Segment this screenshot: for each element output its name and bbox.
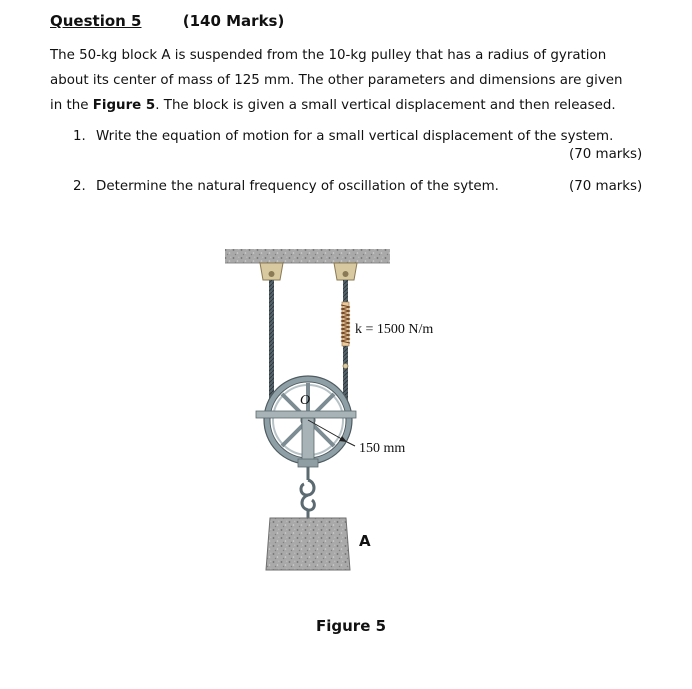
task-1-text: Write the equation of motion for a small vertical displacement of the system. (96, 129, 614, 144)
question-number: Question 5 (50, 12, 142, 30)
task-1-number: 1. (73, 129, 86, 144)
center-o-label: O (300, 393, 311, 408)
task-1-marks: (70 marks) (569, 147, 643, 162)
task-2-marks: (70 marks) (569, 179, 643, 194)
ceiling-support (225, 249, 390, 263)
block-a (266, 518, 350, 570)
spring-constant-label: k = 1500 N/m (355, 322, 434, 337)
spring (341, 302, 350, 346)
intro-line-2: about its center of mass of 125 mm. The other parameters and dimensions are given (50, 73, 623, 88)
intro-line-3-start: in the (50, 98, 89, 113)
right-bracket (334, 263, 357, 280)
block-label: A (359, 532, 371, 550)
right-rope-upper (343, 280, 348, 302)
figure-caption: Figure 5 (316, 617, 387, 635)
intro-line-3-end: . The block is given a small vertical displacement and then released. (155, 98, 616, 113)
radius-label: 150 mm (359, 441, 406, 456)
intro-line-1: The 50-kg block A is suspended from the 10-kg pulley that has a radius of gyration (50, 48, 607, 63)
task-2-number: 2. (73, 179, 86, 194)
hook (301, 467, 314, 518)
question-marks: (140 Marks) (182, 12, 285, 30)
figure-reference: Figure 5 (92, 98, 156, 113)
left-bracket (260, 263, 283, 280)
task-2-text: Determine the natural frequency of oscillation of the sytem. (96, 179, 499, 194)
